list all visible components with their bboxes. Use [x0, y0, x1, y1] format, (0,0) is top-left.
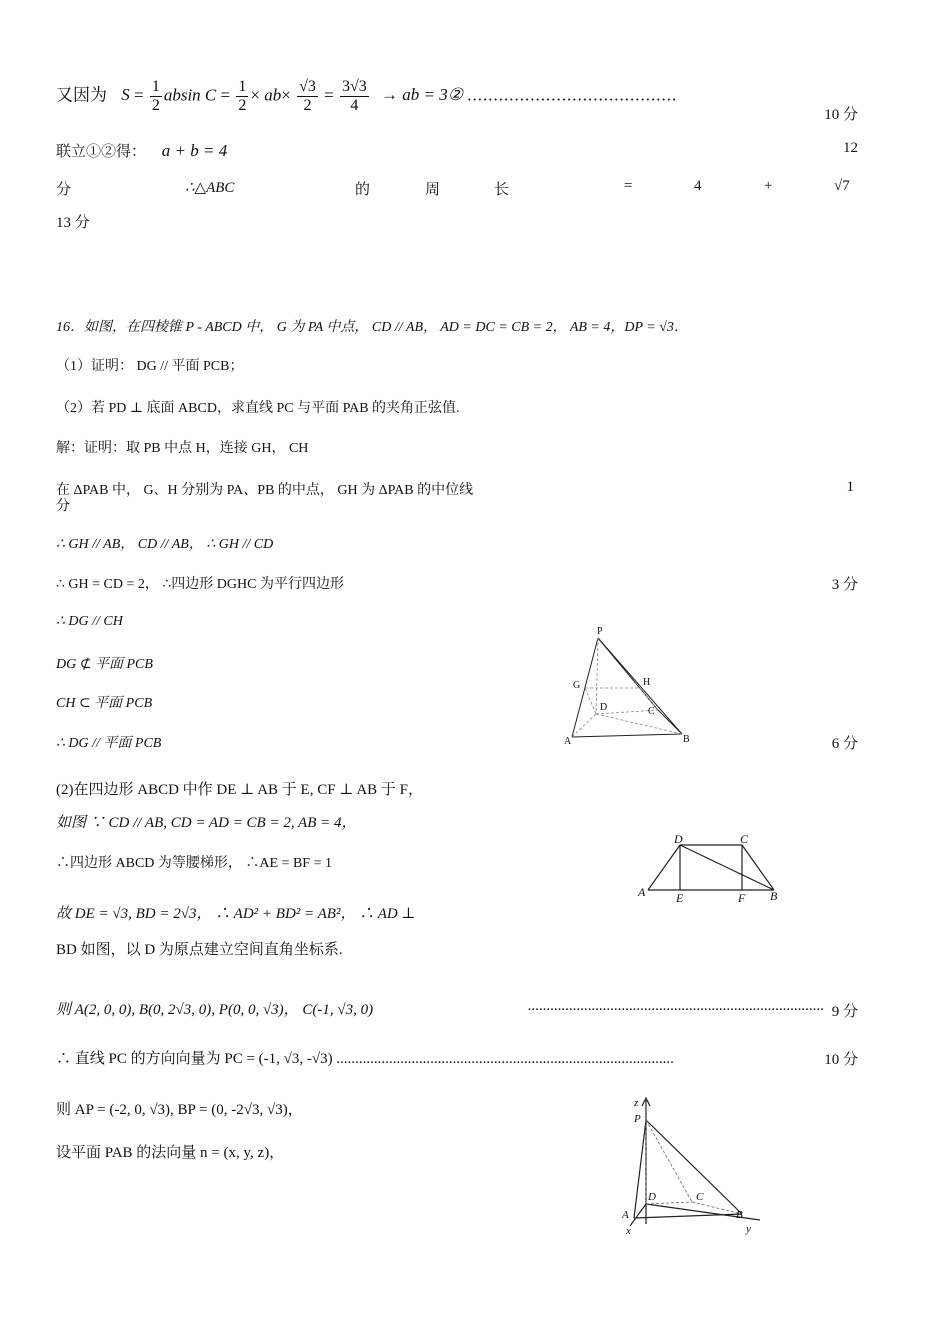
- trapezoid-figure: [636, 832, 786, 906]
- fig3-label-y: y: [746, 1223, 751, 1235]
- score-1-unit: 分: [56, 499, 70, 514]
- question-16: 16．如图，在四棱锥 P - ABCD 中， G 为 PA 中点， CD // AB， AD = DC = CB = 2， AB = 4，DP = √3．: [56, 320, 688, 335]
- fig3-label-b: B: [736, 1209, 743, 1221]
- solution-step-7: CH ⊂ 平面 PCB: [56, 696, 153, 711]
- score-1: 1: [846, 479, 854, 495]
- pyramid-figure: [560, 622, 700, 750]
- part2-step-4: 故 DE = √3, BD = 2√3， ∴ AD² + BD² = AB²， ∴ AD ⊥: [56, 906, 416, 922]
- fig3-label-a: A: [622, 1209, 629, 1221]
- part2-step-1: (2)在四边形 ABCD 中作 DE ⊥ AB 于 E, CF ⊥ AB 于 F，: [56, 782, 423, 798]
- fig3-label-d: D: [648, 1191, 656, 1203]
- vectors-line: 则 AP = (-2, 0, √3), BP = (0, -2√3, √3)，: [56, 1102, 303, 1118]
- part2-step-5: BD 如图，以 D 为原点建立空间直角坐标系.: [56, 942, 343, 958]
- question-16-part2: （2）若 PD ⊥ 底面 ABCD，求直线 PC 与平面 PAB 的夹角正弦值.: [56, 401, 460, 416]
- fig2-label-d: D: [674, 832, 683, 846]
- fig1-label-p: P: [597, 626, 603, 637]
- fig1-label-b: B: [683, 734, 690, 745]
- area-formula-line: 又因为 S = $\frac{1}{2}$ absin C = $\frac{1}{2}$ × ab× $\frac{√3}{2}$ = $\frac{3√3}{4}$ → ab = 3② ........................................: [56, 78, 678, 114]
- solution-step-3: ∴ GH // AB， CD // AB， ∴ GH // CD: [56, 537, 274, 552]
- solution-step-1: 解：证明：取 PB 中点 H，连接 GH， CH: [56, 441, 309, 456]
- direction-vector-line: ∴ 直线 PC 的方向向量为 PC = (-1, √3, -√3) ..........................................................................................: [56, 1051, 674, 1067]
- fig3-label-c: C: [696, 1191, 704, 1203]
- fig1-label-a: A: [564, 736, 572, 747]
- fig3-label-p: P: [634, 1113, 641, 1125]
- fig2-label-f: F: [738, 891, 746, 905]
- score-3: 3 分: [831, 577, 858, 593]
- score-9: 9 分: [831, 1004, 858, 1020]
- question-16-part1: （1）证明： DG // 平面 PCB；: [56, 359, 244, 374]
- score-12: 12: [843, 140, 858, 156]
- fig1-label-c: C: [648, 706, 655, 717]
- score-6: 6 分: [831, 736, 858, 752]
- score-10b: 10 分: [824, 1052, 858, 1068]
- fig1-label-h: H: [643, 677, 651, 688]
- coordinate-pyramid-figure: [612, 1094, 772, 1238]
- solution-step-6: DG ⊄ 平面 PCB: [56, 657, 153, 672]
- fig1-label-d: D: [600, 702, 608, 713]
- fig2-label-a: A: [638, 885, 646, 899]
- part2-step-3: ∴四边形 ABCD 为等腰梯形， ∴AE = BF = 1: [56, 856, 332, 871]
- normal-vector-line: 设平面 PAB 的法向量 n = (x, y, z)，: [56, 1145, 285, 1161]
- solution-step-2: 在 ΔPAB 中， G、H 分别为 PA、PB 的中点， GH 为 ΔPAB 的中位线: [56, 483, 474, 498]
- score-13: 13 分: [56, 215, 90, 231]
- solution-step-8: ∴ DG // 平面 PCB: [56, 736, 162, 751]
- fig3-label-x: x: [626, 1225, 631, 1237]
- combine-line: 联立①②得： a + b = 4: [56, 141, 228, 160]
- coordinates-line: 则 A(2, 0, 0), B(0, 2√3, 0), P(0, 0, √3)， C(-1, √3, 0) ...............................................................................: [56, 998, 825, 1018]
- part2-step-2: 如图 ∵ CD // AB, CD = AD = CB = 2, AB = 4，: [56, 815, 357, 831]
- fig2-label-b: B: [770, 889, 778, 903]
- solution-step-4: ∴ GH = CD = 2， ∴四边形 DGHC 为平行四边形: [56, 577, 344, 592]
- solution-step-5: ∴ DG // CH: [56, 614, 123, 629]
- score-10: 10 分: [824, 107, 858, 123]
- fig3-label-z: z: [634, 1097, 639, 1109]
- fig1-label-g: G: [573, 680, 581, 691]
- fig2-label-c: C: [740, 832, 749, 846]
- fig2-label-e: E: [676, 891, 684, 905]
